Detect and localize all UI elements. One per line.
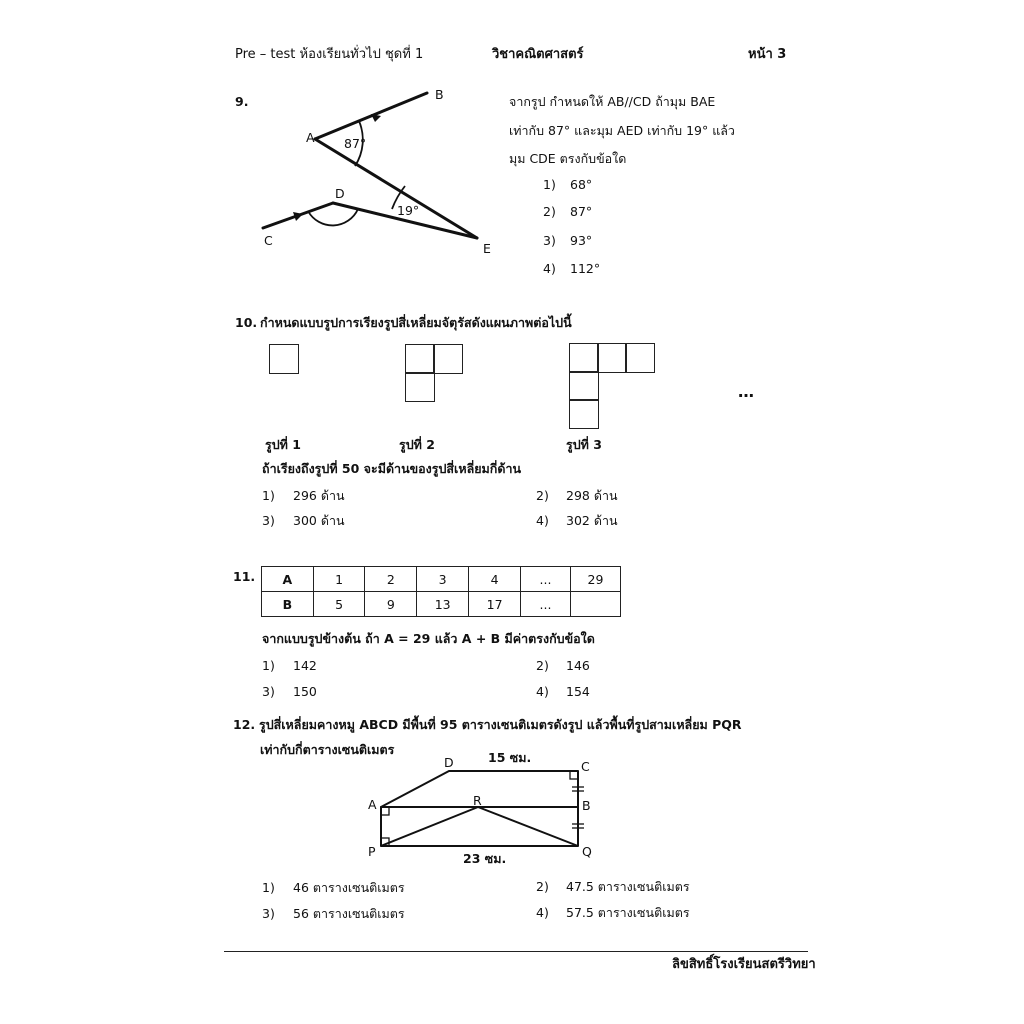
q12-label-r: R (473, 793, 482, 808)
q12-choice-4[interactable]: 57.5 ตารางเซนติเมตร (566, 905, 690, 920)
q11-choice-1[interactable]: 142 (293, 658, 317, 673)
q10-choice-3-number: 3) (262, 513, 275, 528)
q12-choice-1[interactable]: 46 ตารางเซนติเมตร (293, 880, 405, 895)
q10-figure-2-label: รูปที่ 2 (399, 437, 435, 452)
q11-choice-2[interactable]: 146 (566, 658, 590, 673)
q10-figure-1-label: รูปที่ 1 (265, 437, 301, 452)
q12-choice-2-number: 2) (536, 879, 549, 894)
q9-angle-d-arc (308, 209, 358, 225)
table-row (262, 592, 621, 617)
square (405, 344, 435, 374)
square (597, 343, 627, 373)
q12-label-d: D (444, 755, 454, 770)
q9-choice-2[interactable]: 87° (570, 204, 593, 219)
q12-rectangle-pbqa (381, 807, 578, 846)
header-page-number: หน้า 3 (748, 47, 787, 62)
q10-choice-3[interactable]: 300 ด้าน (293, 513, 345, 528)
q12-triangle-pqr (381, 807, 578, 846)
q11-question: จากแบบรูปข้างต้น ถ้า A = 29 แล้ว A + B มีค่าตรงกับข้อใด (262, 631, 595, 646)
q12-label-c: C (581, 759, 590, 774)
table-cell: 3 (417, 567, 469, 592)
q9-number: 9. (235, 94, 249, 109)
table-cell: 29 (570, 567, 620, 592)
square (405, 372, 435, 402)
q12-choice-1-number: 1) (262, 880, 275, 895)
q12-choice-2[interactable]: 47.5 ตารางเซนติเมตร (566, 879, 690, 894)
q10-continuation-ellipsis: … (738, 382, 754, 401)
square (269, 344, 299, 374)
q12-right-angle-a (381, 807, 389, 815)
q9-label-b: B (435, 87, 444, 102)
q10-sub-question: ถ้าเรียงถึงรูปที่ 50 จะมีด้านของรูปสี่เหลี่ยมกี่ด้าน (262, 461, 522, 476)
table-cell: 9 (365, 592, 417, 617)
q12-right-angle-c (570, 771, 578, 779)
table-cell: 4 (469, 567, 521, 592)
q9-ray-ab (315, 93, 427, 139)
footer-copyright: ลิขสิทธิ์โรงเรียนสตรีวิทยา (672, 957, 816, 972)
q12-bottom-length: 23 ซม. (463, 851, 507, 866)
q10-figure-3-label: รูปที่ 3 (566, 437, 602, 452)
q9-figure (255, 85, 505, 265)
q12-label-p: P (368, 844, 376, 859)
q11-choice-2-number: 2) (536, 658, 549, 673)
header-left: Pre – test ห้องเรียนทั่วไป ชุดที่ 1 (235, 47, 424, 62)
q12-label-a: A (368, 797, 377, 812)
q12-choice-3[interactable]: 56 ตารางเซนติเมตร (293, 906, 405, 921)
table-cell: 2 (365, 567, 417, 592)
q11-choice-3[interactable]: 150 (293, 684, 317, 699)
q11-choice-3-number: 3) (262, 684, 275, 699)
q12-choice-4-number: 4) (536, 905, 549, 920)
q12-label-b: B (582, 798, 591, 813)
q9-label-e: E (483, 241, 491, 256)
q12-label-q: Q (582, 844, 592, 859)
square (433, 344, 463, 374)
q10-choice-2-number: 2) (536, 488, 549, 503)
q9-choice-3-number: 3) (543, 233, 556, 248)
q9-choice-3[interactable]: 93° (570, 233, 593, 248)
q12-question-line-1: รูปสี่เหลี่ยมคางหมู ABCD มีพื้นที่ 95 ตารางเซนติเมตรดังรูป แล้วพื้นที่รูปสามเหลี่ยม PQR (259, 717, 742, 732)
q12-top-length: 15 ซม. (488, 750, 532, 765)
square (569, 399, 599, 429)
table-cell: B (262, 592, 314, 617)
header-subject: วิชาคณิตศาสตร์ (492, 47, 584, 62)
q10-question: กำหนดแบบรูปการเรียงรูปสี่เหลี่ยมจัตุรัสดังแผนภาพต่อไปนี้ (260, 315, 572, 330)
q9-label-d: D (335, 186, 345, 201)
q10-choice-1-number: 1) (262, 488, 275, 503)
q10-number: 10. (235, 315, 258, 330)
q12-choice-3-number: 3) (262, 906, 275, 921)
q9-angle-a-label: 87° (344, 136, 367, 151)
table-cell: ... (521, 567, 571, 592)
q12-number: 12. (233, 717, 256, 732)
q9-label-c: C (264, 233, 273, 248)
square (625, 343, 655, 373)
table-cell: 17 (469, 592, 521, 617)
q9-choice-1-number: 1) (543, 177, 556, 192)
q9-angle-e-label: 19° (397, 203, 420, 218)
q11-number: 11. (233, 569, 256, 584)
q11-choice-4[interactable]: 154 (566, 684, 590, 699)
table-row (262, 567, 621, 592)
table-cell: 1 (313, 567, 365, 592)
q9-choice-4-number: 4) (543, 261, 556, 276)
q9-question-line-2: เท่ากับ 87° และมุม AED เท่ากับ 19° แล้ว (509, 123, 735, 138)
q12-figure (370, 760, 590, 860)
q9-question-line-3: มุม CDE ตรงกับข้อใด (509, 151, 627, 166)
q9-choice-4[interactable]: 112° (570, 261, 601, 276)
q10-choice-4[interactable]: 302 ด้าน (566, 513, 618, 528)
q9-choice-1[interactable]: 68° (570, 177, 593, 192)
q10-choice-4-number: 4) (536, 513, 549, 528)
q12-question-line-2: เท่ากับกี่ตารางเซนติเมตร (260, 742, 395, 757)
q11-sequence-table (261, 566, 621, 617)
q9-choice-2-number: 2) (543, 204, 556, 219)
square (569, 371, 599, 401)
q10-choice-2[interactable]: 298 ด้าน (566, 488, 618, 503)
q9-question-line-1: จากรูป กำหนดให้ AB//CD ถ้ามุม BAE (509, 94, 716, 109)
square (569, 343, 599, 373)
q10-choice-1[interactable]: 296 ด้าน (293, 488, 345, 503)
q9-arrow-ab (371, 114, 381, 122)
table-cell: ... (521, 592, 571, 617)
footer-divider (224, 951, 808, 952)
table-cell (570, 592, 620, 617)
table-cell: A (262, 567, 314, 592)
q11-choice-4-number: 4) (536, 684, 549, 699)
table-cell: 5 (313, 592, 365, 617)
q9-label-a: A (306, 130, 315, 145)
q11-choice-1-number: 1) (262, 658, 275, 673)
table-cell: 13 (417, 592, 469, 617)
